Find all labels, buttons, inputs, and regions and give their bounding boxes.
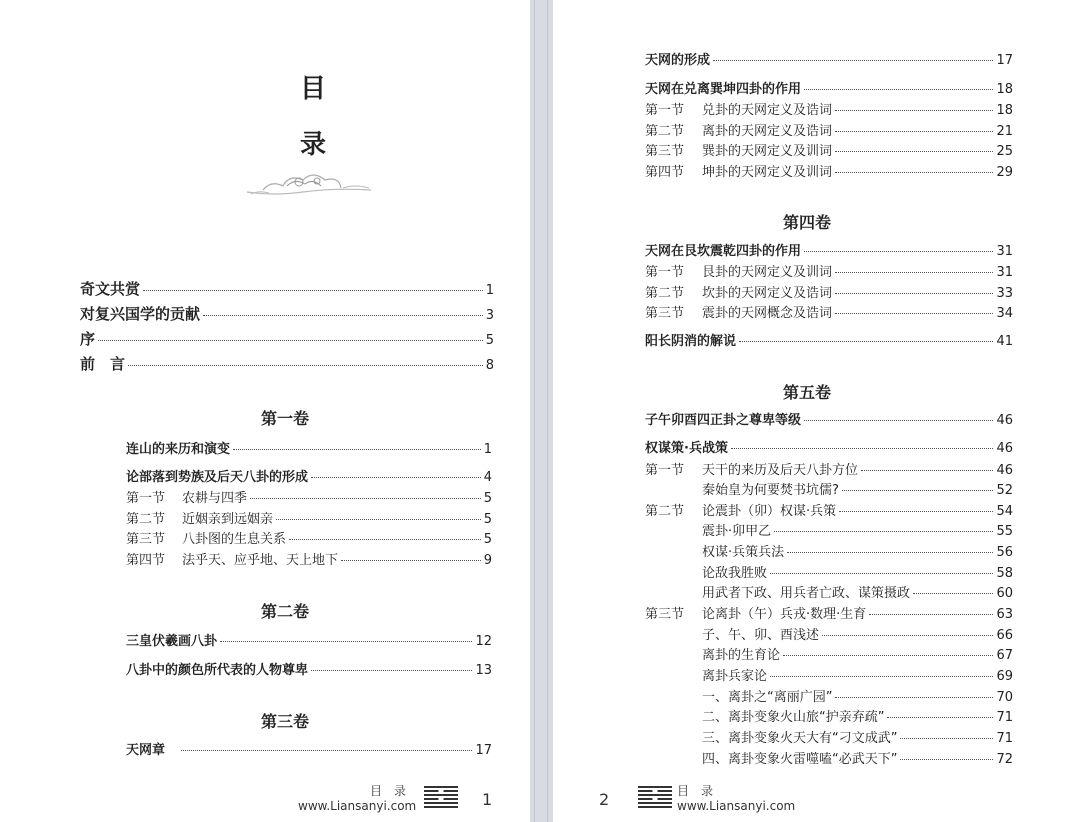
toc-entry[interactable]: 论部落到势族及后天八卦的形成 4	[126, 470, 492, 485]
footer-label: 目 录	[677, 784, 714, 798]
toc-entry[interactable]: 第一节 农耕与四季 5	[126, 491, 492, 506]
page-number: 1	[482, 790, 493, 809]
toc-entry[interactable]: 第二节 坎卦的天网定义及诰词 33	[645, 286, 1013, 301]
toc-entry[interactable]: 第一节 艮卦的天网定义及训词 31	[645, 265, 1013, 280]
toc-entry[interactable]: 子、午、卯、酉浅述 66	[702, 628, 1013, 643]
volume-title: 第二卷	[260, 602, 309, 621]
toc-entry[interactable]: 离卦的生育论 67	[702, 648, 1013, 663]
toc-entry[interactable]: 八卦中的颜色所代表的人物尊卑 13	[126, 663, 492, 678]
footer-url: www.Liansanyi.com	[298, 799, 417, 813]
footer-url: www.Liansanyi.com	[677, 799, 796, 813]
toc-entry[interactable]: 二、离卦变象火山旅“护亲弃疏” 71	[702, 710, 1013, 725]
toc-entry[interactable]: 第四节 坤卦的天网定义及训词 29	[645, 165, 1013, 180]
toc-entry[interactable]: 第二节 离卦的天网定义及诰词 21	[645, 124, 1013, 139]
toc-entry[interactable]: 天网的形成 17	[645, 53, 1013, 68]
toc-entry[interactable]: 第三节 巽卦的天网定义及训词 25	[645, 144, 1013, 159]
toc-entry[interactable]: 权谋策·兵战策 46	[645, 441, 1013, 456]
toc-entry[interactable]: 天网章 17	[126, 743, 492, 758]
cloud-ornament-icon	[243, 166, 375, 200]
toc-entry[interactable]: 第三节 论离卦（午）兵戎·数理·生育 63	[645, 607, 1013, 622]
toc-entry[interactable]: 奇文共赏 1	[80, 280, 494, 298]
toc-entry[interactable]: 权谋·兵策兵法 56	[702, 545, 1013, 560]
page-number: 2	[599, 790, 610, 809]
toc-entry[interactable]: 三、离卦变象火天大有“刁文成武” 71	[702, 731, 1013, 746]
trigram-logo-icon	[638, 786, 672, 810]
toc-entry[interactable]: 离卦兵家论 69	[702, 669, 1013, 684]
right-page	[553, 0, 1086, 822]
toc-entry[interactable]: 第四节 法乎天、应乎地、天上地下 9	[126, 553, 492, 568]
toc-entry[interactable]: 论敌我胜败 58	[702, 566, 1013, 581]
toc-entry[interactable]: 对复兴国学的贡献 3	[80, 305, 494, 323]
toc-entry[interactable]: 一、离卦之“离丽广园” 70	[702, 690, 1013, 705]
title-char-mu: 目	[300, 74, 327, 104]
toc-entry[interactable]: 震卦·卯甲乙 55	[702, 524, 1013, 539]
toc-entry[interactable]: 用武者下政、用兵者亡政、谋策摄政 60	[702, 586, 1013, 601]
volume-title: 第四卷	[782, 213, 831, 232]
left-page	[0, 0, 530, 822]
book-spine-divider	[530, 0, 553, 822]
toc-entry[interactable]: 前 言 8	[80, 355, 494, 373]
toc-entry[interactable]: 三皇伏羲画八卦 12	[126, 634, 492, 649]
toc-entry[interactable]: 连山的来历和演变 1	[126, 442, 492, 457]
volume-title: 第三卷	[260, 712, 309, 731]
toc-entry[interactable]: 天网在艮坎震乾四卦的作用 31	[645, 244, 1013, 259]
trigram-logo-icon	[424, 786, 458, 810]
toc-entry[interactable]: 秦始皇为何要焚书坑儒? 52	[702, 483, 1013, 498]
toc-entry[interactable]: 第二节 近姻亲到远姻亲 5	[126, 512, 492, 527]
toc-entry[interactable]: 天网在兑离巽坤四卦的作用 18	[645, 82, 1013, 97]
toc-entry[interactable]: 第一节 兑卦的天网定义及诰词 18	[645, 103, 1013, 118]
title-char-lu: 录	[300, 130, 327, 160]
toc-entry[interactable]: 四、离卦变象火雷噬嗑“必武天下” 72	[702, 752, 1013, 767]
volume-title: 第五卷	[782, 383, 831, 402]
toc-entry[interactable]: 第二节 论震卦（卯）权谋·兵策 54	[645, 504, 1013, 519]
toc-entry[interactable]: 第三节 震卦的天网概念及诰词 34	[645, 306, 1013, 321]
toc-entry[interactable]: 序 5	[80, 330, 494, 348]
footer-label: 目 录	[370, 784, 407, 798]
toc-entry[interactable]: 子午卯酉四正卦之尊卑等级 46	[645, 413, 1013, 428]
toc-entry[interactable]: 第三节 八卦图的生息关系 5	[126, 532, 492, 547]
toc-entry[interactable]: 阳长阴消的解说 41	[645, 334, 1013, 349]
volume-title: 第一卷	[260, 409, 309, 428]
toc-entry[interactable]: 第一节 天干的来历及后天八卦方位 46	[645, 463, 1013, 478]
